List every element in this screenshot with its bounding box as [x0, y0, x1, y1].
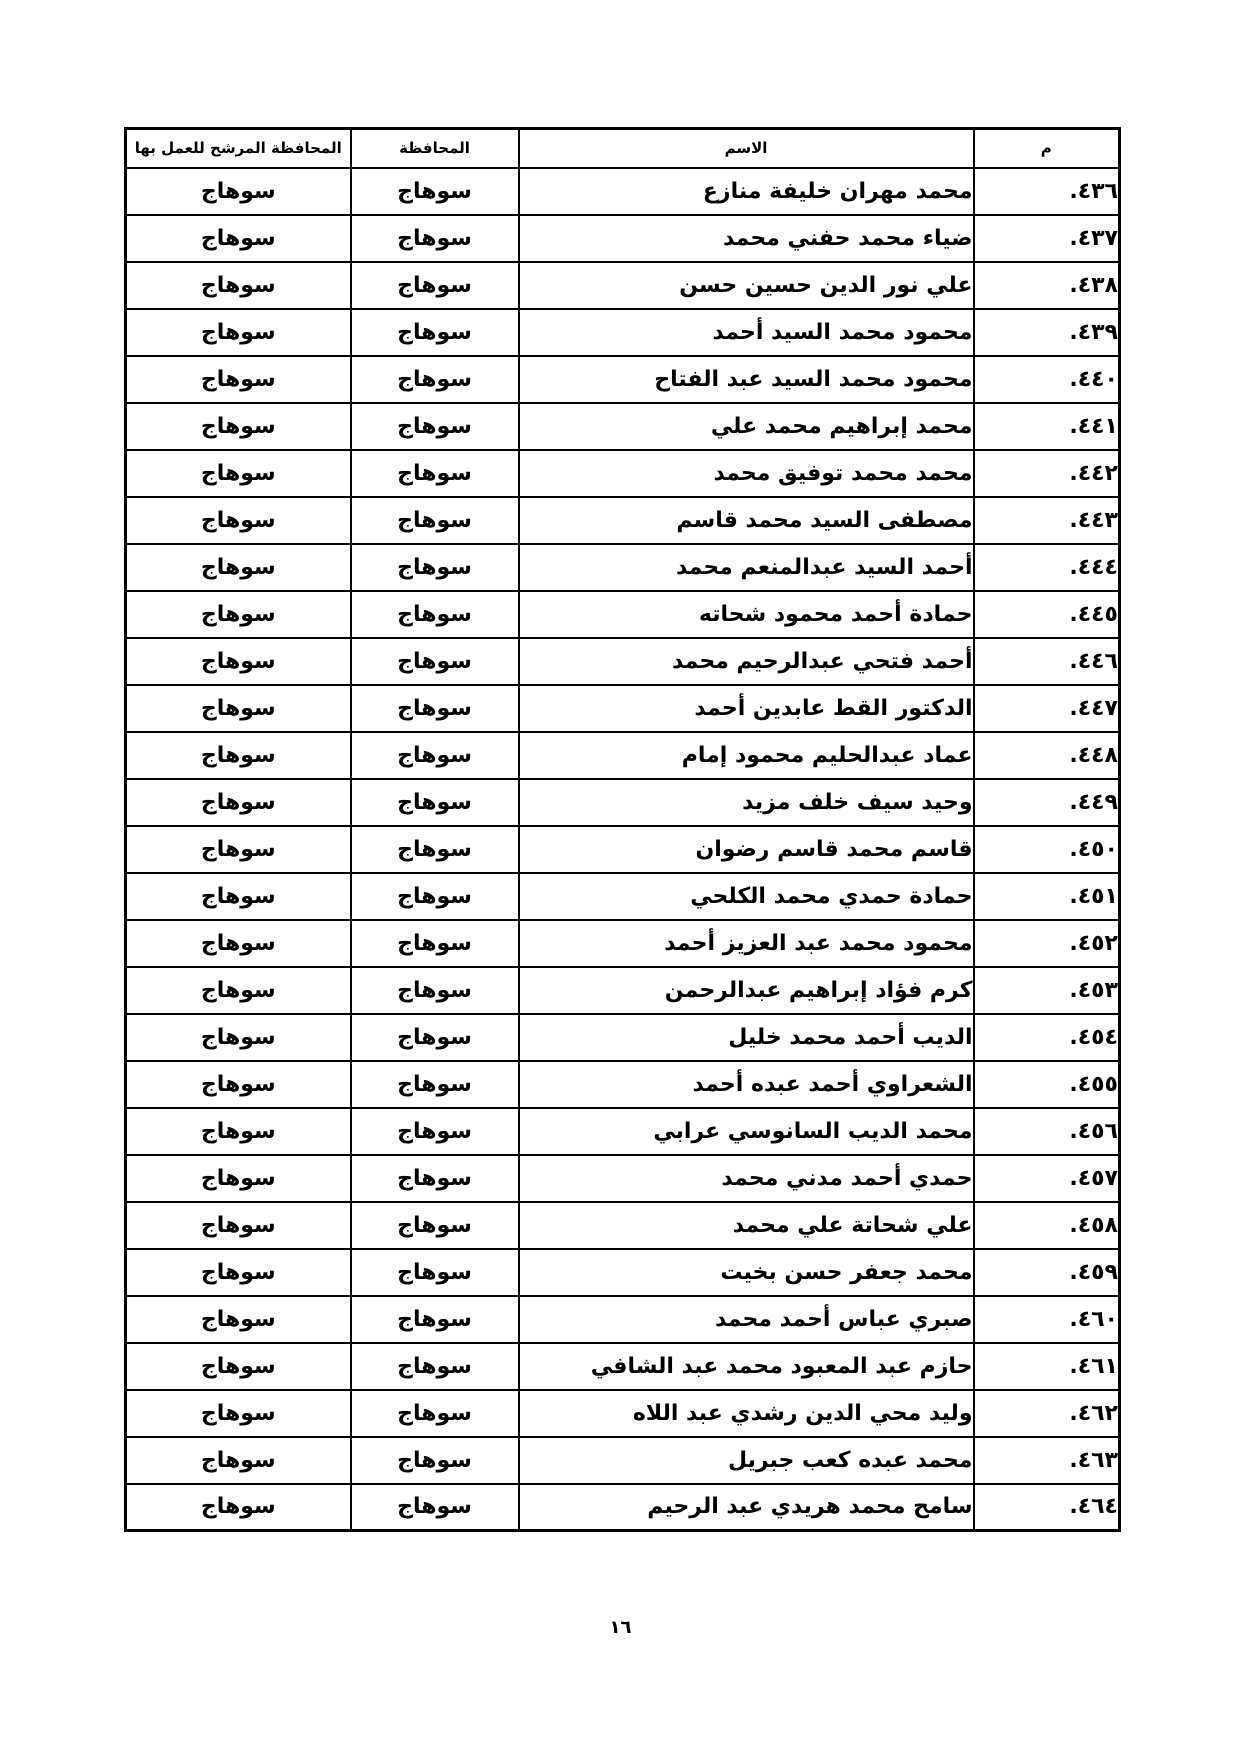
row-governorate-cell: سوهاج	[351, 779, 519, 826]
table-body	[126, 168, 1120, 1531]
row-nominated-governorate-cell: سوهاج	[126, 638, 351, 685]
row-nominated-governorate-cell: سوهاج	[126, 920, 351, 967]
table-row	[126, 826, 1120, 873]
row-number-cell: ٤٤٩.	[974, 779, 1120, 826]
row-governorate-cell: سوهاج	[351, 1437, 519, 1484]
row-name-cell: مصطفى السيد محمد قاسم	[519, 497, 974, 544]
table-row	[126, 1249, 1120, 1296]
row-nominated-governorate-cell: سوهاج	[126, 591, 351, 638]
row-governorate-cell: سوهاج	[351, 732, 519, 779]
row-nominated-governorate-cell: سوهاج	[126, 1014, 351, 1061]
table-row	[126, 1484, 1120, 1531]
row-name-cell: محمد الديب السانوسي عرابي	[519, 1108, 974, 1155]
row-governorate-cell: سوهاج	[351, 1108, 519, 1155]
row-number-cell: ٤٤٧.	[974, 685, 1120, 732]
row-number-cell: ٤٥٩.	[974, 1249, 1120, 1296]
row-number-cell: ٤٤١.	[974, 403, 1120, 450]
row-governorate-cell: سوهاج	[351, 873, 519, 920]
row-nominated-governorate-cell: سوهاج	[126, 1296, 351, 1343]
row-name-cell: الدكتور القط عابدين أحمد	[519, 685, 974, 732]
table-row	[126, 1014, 1120, 1061]
row-name-cell: حمادة حمدي محمد الكلحي	[519, 873, 974, 920]
row-nominated-governorate-cell: سوهاج	[126, 1390, 351, 1437]
row-name-cell: قاسم محمد قاسم رضوان	[519, 826, 974, 873]
row-name-cell: أحمد فتحي عبدالرحيم محمد	[519, 638, 974, 685]
row-name-cell: محمود محمد السيد عبد الفتاح	[519, 356, 974, 403]
row-governorate-cell: سوهاج	[351, 450, 519, 497]
row-governorate-cell: سوهاج	[351, 356, 519, 403]
row-number-cell: ٤٣٦.	[974, 168, 1120, 215]
table-row	[126, 403, 1120, 450]
row-number-cell: ٤٦٢.	[974, 1390, 1120, 1437]
row-name-cell: أحمد السيد عبدالمنعم محمد	[519, 544, 974, 591]
row-governorate-cell: سوهاج	[351, 638, 519, 685]
row-nominated-governorate-cell: سوهاج	[126, 732, 351, 779]
row-nominated-governorate-cell: سوهاج	[126, 1484, 351, 1531]
row-governorate-cell: سوهاج	[351, 826, 519, 873]
header-governorate: المحافظة	[351, 129, 519, 168]
table-row	[126, 1155, 1120, 1202]
row-governorate-cell: سوهاج	[351, 1390, 519, 1437]
row-nominated-governorate-cell: سوهاج	[126, 826, 351, 873]
row-name-cell: علي نور الدين حسين حسن	[519, 262, 974, 309]
table-row	[126, 309, 1120, 356]
row-nominated-governorate-cell: سوهاج	[126, 262, 351, 309]
table-row	[126, 1296, 1120, 1343]
row-nominated-governorate-cell: سوهاج	[126, 215, 351, 262]
row-number-cell: ٤٤٥.	[974, 591, 1120, 638]
row-number-cell: ٤٤٤.	[974, 544, 1120, 591]
row-name-cell: محمد عبده كعب جبريل	[519, 1437, 974, 1484]
row-nominated-governorate-cell: سوهاج	[126, 450, 351, 497]
row-number-cell: ٤٣٧.	[974, 215, 1120, 262]
row-nominated-governorate-cell: سوهاج	[126, 168, 351, 215]
row-nominated-governorate-cell: سوهاج	[126, 497, 351, 544]
table-row	[126, 779, 1120, 826]
table-row	[126, 450, 1120, 497]
table-row	[126, 497, 1120, 544]
header-nominated-governorate: المحافظة المرشح للعمل بها	[126, 129, 351, 168]
row-name-cell: حمادة أحمد محمود شحاته	[519, 591, 974, 638]
row-number-cell: ٤٤٢.	[974, 450, 1120, 497]
row-governorate-cell: سوهاج	[351, 1014, 519, 1061]
row-name-cell: محمود محمد السيد أحمد	[519, 309, 974, 356]
row-name-cell: عماد عبدالحليم محمود إمام	[519, 732, 974, 779]
row-nominated-governorate-cell: سوهاج	[126, 1202, 351, 1249]
row-number-cell: ٤٥٨.	[974, 1202, 1120, 1249]
table-row	[126, 732, 1120, 779]
row-number-cell: ٤٥٦.	[974, 1108, 1120, 1155]
row-nominated-governorate-cell: سوهاج	[126, 1249, 351, 1296]
row-nominated-governorate-cell: سوهاج	[126, 1343, 351, 1390]
row-number-cell: ٤٤٣.	[974, 497, 1120, 544]
row-nominated-governorate-cell: سوهاج	[126, 1155, 351, 1202]
row-name-cell: حمدي أحمد مدني محمد	[519, 1155, 974, 1202]
row-governorate-cell: سوهاج	[351, 262, 519, 309]
row-name-cell: وحيد سيف خلف مزيد	[519, 779, 974, 826]
row-number-cell: ٤٣٨.	[974, 262, 1120, 309]
row-governorate-cell: سوهاج	[351, 1155, 519, 1202]
row-governorate-cell: سوهاج	[351, 1249, 519, 1296]
row-name-cell: الديب أحمد محمد خليل	[519, 1014, 974, 1061]
row-name-cell: سامح محمد هريدي عبد الرحيم	[519, 1484, 974, 1531]
row-number-cell: ٤٥٣.	[974, 967, 1120, 1014]
row-number-cell: ٤٣٩.	[974, 309, 1120, 356]
row-name-cell: ضياء محمد حفني محمد	[519, 215, 974, 262]
header-number: م	[974, 129, 1120, 168]
row-governorate-cell: سوهاج	[351, 1061, 519, 1108]
row-governorate-cell: سوهاج	[351, 497, 519, 544]
row-number-cell: ٤٥١.	[974, 873, 1120, 920]
table-row	[126, 544, 1120, 591]
table-header-row	[126, 129, 1120, 168]
table-row	[126, 873, 1120, 920]
row-nominated-governorate-cell: سوهاج	[126, 1061, 351, 1108]
row-number-cell: ٤٤٠.	[974, 356, 1120, 403]
row-nominated-governorate-cell: سوهاج	[126, 544, 351, 591]
row-name-cell: صبري عباس أحمد محمد	[519, 1296, 974, 1343]
row-name-cell: حازم عبد المعبود محمد عبد الشافي	[519, 1343, 974, 1390]
row-governorate-cell: سوهاج	[351, 215, 519, 262]
row-nominated-governorate-cell: سوهاج	[126, 1437, 351, 1484]
row-number-cell: ٤٥٧.	[974, 1155, 1120, 1202]
row-name-cell: كرم فؤاد إبراهيم عبدالرحمن	[519, 967, 974, 1014]
row-name-cell: محمد جعفر حسن بخيت	[519, 1249, 974, 1296]
row-governorate-cell: سوهاج	[351, 309, 519, 356]
table-row	[126, 638, 1120, 685]
row-number-cell: ٤٥٤.	[974, 1014, 1120, 1061]
row-nominated-governorate-cell: سوهاج	[126, 685, 351, 732]
row-nominated-governorate-cell: سوهاج	[126, 967, 351, 1014]
table-row	[126, 1108, 1120, 1155]
table-row	[126, 591, 1120, 638]
row-name-cell: محمد محمد توفيق محمد	[519, 450, 974, 497]
row-name-cell: الشعراوي أحمد عبده أحمد	[519, 1061, 974, 1108]
row-name-cell: وليد محي الدين رشدي عبد اللاه	[519, 1390, 974, 1437]
row-governorate-cell: سوهاج	[351, 403, 519, 450]
row-nominated-governorate-cell: سوهاج	[126, 403, 351, 450]
row-governorate-cell: سوهاج	[351, 1296, 519, 1343]
row-name-cell: علي شحاتة علي محمد	[519, 1202, 974, 1249]
row-nominated-governorate-cell: سوهاج	[126, 1108, 351, 1155]
row-name-cell: محمد مهران خليفة منازع	[519, 168, 974, 215]
table-row	[126, 168, 1120, 215]
table-row	[126, 685, 1120, 732]
row-governorate-cell: سوهاج	[351, 591, 519, 638]
header-name: الاسم	[519, 129, 974, 168]
row-governorate-cell: سوهاج	[351, 1343, 519, 1390]
table-row	[126, 1343, 1120, 1390]
row-governorate-cell: سوهاج	[351, 967, 519, 1014]
page-number: ١٦	[609, 1617, 632, 1638]
row-number-cell: ٤٦٤.	[974, 1484, 1120, 1531]
table-row	[126, 1437, 1120, 1484]
row-number-cell: ٤٦٠.	[974, 1296, 1120, 1343]
row-number-cell: ٤٥٥.	[974, 1061, 1120, 1108]
candidates-table	[124, 127, 1121, 1532]
table-row	[126, 262, 1120, 309]
table-row	[126, 1202, 1120, 1249]
row-nominated-governorate-cell: سوهاج	[126, 779, 351, 826]
row-nominated-governorate-cell: سوهاج	[126, 873, 351, 920]
table-row	[126, 967, 1120, 1014]
table-row	[126, 920, 1120, 967]
table-row	[126, 215, 1120, 262]
row-number-cell: ٤٤٨.	[974, 732, 1120, 779]
row-governorate-cell: سوهاج	[351, 685, 519, 732]
table-row	[126, 1390, 1120, 1437]
row-governorate-cell: سوهاج	[351, 920, 519, 967]
row-nominated-governorate-cell: سوهاج	[126, 309, 351, 356]
row-name-cell: محمود محمد عبد العزيز أحمد	[519, 920, 974, 967]
table-row	[126, 1061, 1120, 1108]
row-governorate-cell: سوهاج	[351, 168, 519, 215]
row-number-cell: ٤٤٦.	[974, 638, 1120, 685]
row-governorate-cell: سوهاج	[351, 544, 519, 591]
row-nominated-governorate-cell: سوهاج	[126, 356, 351, 403]
row-number-cell: ٤٦١.	[974, 1343, 1120, 1390]
row-name-cell: محمد إبراهيم محمد علي	[519, 403, 974, 450]
row-number-cell: ٤٥٠.	[974, 826, 1120, 873]
row-number-cell: ٤٥٢.	[974, 920, 1120, 967]
table-row	[126, 356, 1120, 403]
row-number-cell: ٤٦٣.	[974, 1437, 1120, 1484]
row-governorate-cell: سوهاج	[351, 1484, 519, 1531]
row-governorate-cell: سوهاج	[351, 1202, 519, 1249]
